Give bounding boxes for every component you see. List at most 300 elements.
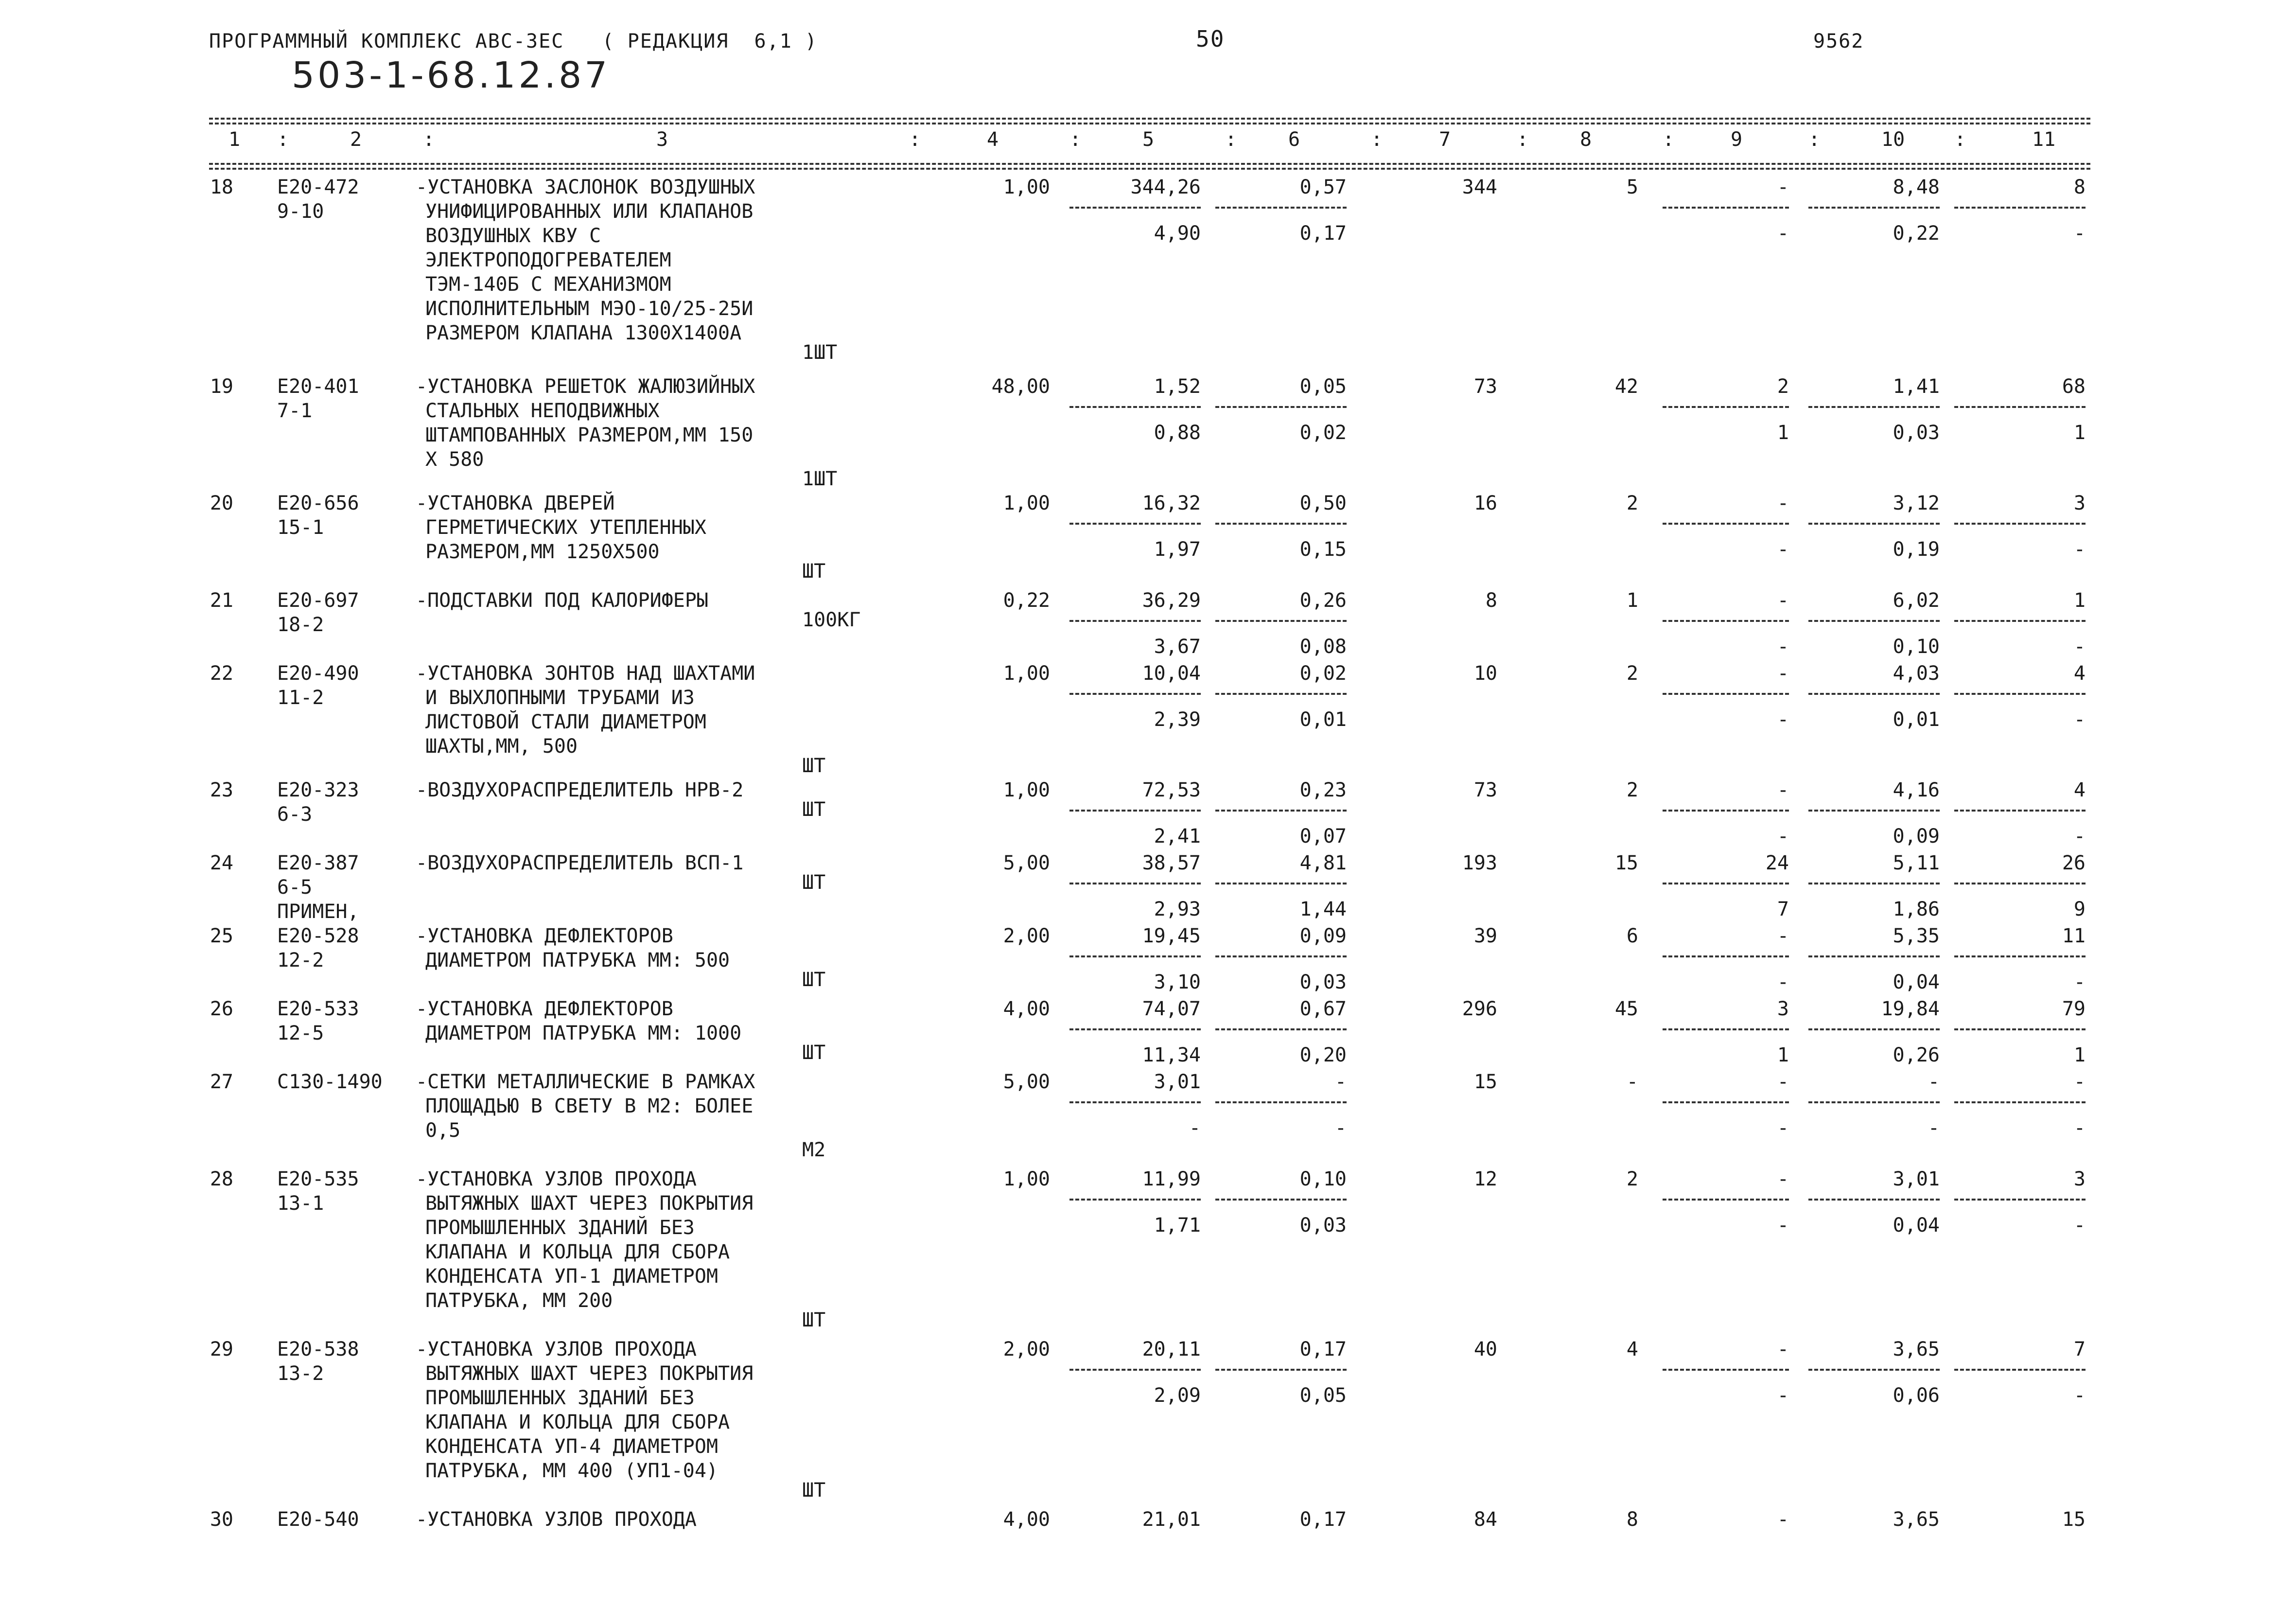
divider-c6 — [1215, 955, 1347, 957]
value-c6: 0,57 — [1299, 176, 1347, 198]
value-c9-lower: - — [1777, 971, 1789, 993]
divider-c6 — [1215, 1028, 1347, 1030]
value-c10-lower: 0,22 — [1893, 222, 1940, 245]
row-subcode: 18-2 — [277, 614, 324, 636]
row-code: Е20-533 — [277, 998, 359, 1020]
row-description-line: ПАТРУБКА, ММ 200 — [425, 1290, 613, 1312]
row-unit: ШТ — [802, 1309, 826, 1331]
value-c5-lower: 2,39 — [1154, 708, 1201, 731]
divider-c9 — [1663, 620, 1789, 622]
value-c5: 19,45 — [1142, 925, 1201, 947]
row-description-line: ЭЛЕКТРОПОДОГРЕВАТЕЛЕМ — [425, 249, 671, 271]
divider-c9 — [1663, 406, 1789, 408]
value-c5: 21,01 — [1142, 1508, 1201, 1531]
value-c11: 3 — [2073, 492, 2086, 514]
page-number: 50 — [1196, 26, 1225, 52]
value-c7: 40 — [1473, 1338, 1497, 1361]
row-number: 24 — [210, 852, 233, 874]
value-c10: 5,35 — [1893, 925, 1940, 947]
value-c5-lower: 4,90 — [1154, 222, 1201, 245]
divider-c9 — [1663, 1028, 1789, 1030]
value-c9-lower: 1 — [1777, 1044, 1789, 1066]
value-c6: 0,17 — [1299, 1338, 1347, 1361]
row-description-line: ГЕРМЕТИЧЕСКИХ УТЕПЛЕННЫХ — [425, 516, 706, 539]
divider-c5 — [1069, 620, 1201, 622]
value-c5-lower: 3,67 — [1154, 636, 1201, 658]
row-code: Е20-697 — [277, 589, 359, 612]
value-c11: 3 — [2073, 1168, 2086, 1190]
column-separator: : — [1371, 128, 1383, 151]
value-c4: 5,00 — [1003, 852, 1050, 874]
row-code: Е20-472 — [277, 176, 359, 198]
value-c10-lower: - — [1928, 1117, 1940, 1139]
value-c7: 10 — [1473, 662, 1497, 685]
value-c5: 16,32 — [1142, 492, 1201, 514]
value-c10: 3,12 — [1893, 492, 1940, 514]
row-unit: 1ШТ — [802, 341, 838, 364]
value-c9: - — [1777, 1168, 1789, 1190]
value-c11-lower: 1 — [2073, 422, 2086, 444]
value-c9-lower: 7 — [1777, 898, 1789, 920]
value-c10: 19,84 — [1881, 998, 1940, 1020]
row-number: 28 — [210, 1168, 233, 1190]
value-c4: 1,00 — [1003, 779, 1050, 801]
row-description-line: ДИАМЕТРОМ ПАТРУБКА ММ: 500 — [425, 949, 730, 972]
value-c6: - — [1334, 1071, 1347, 1093]
divider-c6 — [1215, 1101, 1347, 1103]
value-c7: 39 — [1473, 925, 1497, 947]
divider-c9 — [1663, 1369, 1789, 1371]
value-c10-lower: 0,03 — [1893, 422, 1940, 444]
value-c6: 0,26 — [1299, 589, 1347, 612]
column-separator: : — [277, 128, 289, 151]
value-c5: 36,29 — [1142, 589, 1201, 612]
row-number: 25 — [210, 925, 233, 947]
value-c11-lower: - — [2073, 636, 2086, 658]
row-number: 18 — [210, 176, 233, 198]
value-c8: 2 — [1626, 492, 1638, 514]
row-description-line: РАЗМЕРОМ,ММ 1250Х500 — [425, 541, 660, 563]
column-separator: : — [1954, 128, 1966, 151]
row-description-line: -УСТАНОВКА РЕШЕТОК ЖАЛЮЗИЙНЫХ — [416, 375, 755, 398]
divider-c10 — [1808, 1369, 1940, 1371]
row-subcode: 6-3 — [277, 803, 313, 826]
value-c5-lower: 11,34 — [1142, 1044, 1201, 1066]
value-c7: 12 — [1473, 1168, 1497, 1190]
value-c7: 73 — [1473, 779, 1497, 801]
divider-c5 — [1069, 207, 1201, 209]
value-c6: 0,02 — [1299, 662, 1347, 685]
program-header: ПРОГРАММНЫЙ КОМПЛЕКС АВС-3ЕС ( РЕДАКЦИЯ 6,1 ) — [209, 30, 818, 53]
row-description-line: ВЫТЯЖНЫХ ШАХТ ЧЕРЕЗ ПОКРЫТИЯ — [425, 1192, 754, 1215]
row-subcode: 11-2 — [277, 687, 324, 709]
column-header-4: 4 — [987, 128, 999, 151]
divider-c10 — [1808, 1101, 1940, 1103]
row-description-line: ИСПОЛНИТЕЛЬНЫМ МЭО-10/25-25И — [425, 298, 754, 320]
divider-c6 — [1215, 810, 1347, 812]
value-c9: 3 — [1777, 998, 1789, 1020]
value-c10-lower: 0,04 — [1893, 971, 1940, 993]
column-header-3: 3 — [656, 128, 668, 151]
value-c9: - — [1777, 662, 1789, 685]
divider-c9 — [1663, 1101, 1789, 1103]
value-c9-lower: - — [1777, 708, 1789, 731]
row-subcode: 15-1 — [277, 516, 324, 539]
row-description-line: -ВОЗДУХОРАСПРЕДЕЛИТЕЛЬ ВСП-1 — [416, 852, 744, 874]
value-c11-lower: - — [2073, 825, 2086, 848]
row-code: Е20-538 — [277, 1338, 359, 1361]
value-c9: - — [1777, 1071, 1789, 1093]
row-description-line: ВЫТЯЖНЫХ ШАХТ ЧЕРЕЗ ПОКРЫТИЯ — [425, 1362, 754, 1385]
row-description-line: -УСТАНОВКА ЗОНТОВ НАД ШАХТАМИ — [416, 662, 755, 685]
value-c7: 296 — [1462, 998, 1497, 1020]
value-c5: 10,04 — [1142, 662, 1201, 685]
divider-c5 — [1069, 1101, 1201, 1103]
value-c10-lower: 0,10 — [1893, 636, 1940, 658]
value-c10-lower: 0,09 — [1893, 825, 1940, 848]
value-c9-lower: - — [1777, 1214, 1789, 1237]
value-c5: 1,52 — [1154, 375, 1201, 398]
value-c7: 16 — [1473, 492, 1497, 514]
value-c5: 74,07 — [1142, 998, 1201, 1020]
row-unit: ШТ — [802, 969, 826, 991]
row-number: 29 — [210, 1338, 233, 1361]
handwritten-designation: 503-1-68.12.87 — [292, 54, 611, 96]
value-c6-lower: 0,07 — [1299, 825, 1347, 848]
value-c11-lower: - — [2073, 538, 2086, 561]
column-header-5: 5 — [1142, 128, 1155, 151]
row-description-line: КЛАПАНА И КОЛЬЦА ДЛЯ СБОРА — [425, 1411, 730, 1433]
value-c9-lower: - — [1777, 636, 1789, 658]
row-subcode: 6-5 — [277, 876, 313, 899]
top-rule-2 — [209, 123, 2090, 124]
divider-c5 — [1069, 1199, 1201, 1201]
value-c4: 1,00 — [1003, 1168, 1050, 1190]
column-header-8: 8 — [1580, 128, 1592, 151]
value-c4: 5,00 — [1003, 1071, 1050, 1093]
row-number: 22 — [210, 662, 233, 685]
value-c8: 15 — [1614, 852, 1638, 874]
row-description-line: ВОЗДУШНЫХ КВУ С — [425, 225, 601, 247]
value-c11: 8 — [2073, 176, 2086, 198]
value-c8: 2 — [1626, 779, 1638, 801]
value-c7: 73 — [1473, 375, 1497, 398]
divider-c11 — [1954, 1028, 2086, 1030]
value-c5-lower: 2,41 — [1154, 825, 1201, 848]
divider-c6 — [1215, 1369, 1347, 1371]
value-c11: 15 — [2062, 1508, 2086, 1531]
value-c6-lower: 0,01 — [1299, 708, 1347, 731]
row-number: 27 — [210, 1071, 233, 1093]
divider-c10 — [1808, 620, 1940, 622]
value-c11-lower: - — [2073, 708, 2086, 731]
row-description-line: ЛИСТОВОЙ СТАЛИ ДИАМЕТРОМ — [425, 711, 706, 733]
value-c5: 72,53 — [1142, 779, 1201, 801]
value-c8: 2 — [1626, 662, 1638, 685]
row-description-line: -УСТАНОВКА ДЕФЛЕКТОРОВ — [416, 925, 673, 947]
row-description-line: КОНДЕНСАТА УП-1 ДИАМЕТРОМ — [425, 1265, 719, 1288]
divider-c11 — [1954, 1101, 2086, 1103]
row-description-line: ПРОМЫШЛЕННЫХ ЗДАНИЙ БЕЗ — [425, 1387, 695, 1409]
row-description-line: -УСТАНОВКА УЗЛОВ ПРОХОДА — [416, 1508, 697, 1531]
row-description-line: И ВЫХЛОПНЫМИ ТРУБАМИ ИЗ — [425, 687, 695, 709]
value-c8: 4 — [1626, 1338, 1638, 1361]
row-code: Е20-528 — [277, 925, 359, 947]
value-c10: 6,02 — [1893, 589, 1940, 612]
value-c7: 84 — [1473, 1508, 1497, 1531]
row-description-line: -ПОДСТАВКИ ПОД КАЛОРИФЕРЫ — [416, 589, 709, 612]
value-c5-lower: 1,97 — [1154, 538, 1201, 561]
value-c10-lower: 0,06 — [1893, 1384, 1940, 1407]
divider-c9 — [1663, 207, 1789, 209]
top-rule — [209, 118, 2090, 120]
row-description-line: -УСТАНОВКА УЗЛОВ ПРОХОДА — [416, 1338, 697, 1361]
value-c6: 0,23 — [1299, 779, 1347, 801]
row-subcode: 9-10 — [277, 200, 324, 223]
divider-c9 — [1663, 523, 1789, 525]
value-c8: 5 — [1626, 176, 1638, 198]
divider-c5 — [1069, 883, 1201, 884]
value-c4: 4,00 — [1003, 998, 1050, 1020]
value-c11: 4 — [2073, 662, 2086, 685]
row-subcode: 7-1 — [277, 400, 313, 422]
column-separator: : — [423, 128, 435, 151]
value-c8: - — [1626, 1071, 1638, 1093]
document-code: 9562 — [1813, 30, 1864, 53]
divider-c6 — [1215, 620, 1347, 622]
value-c5: 11,99 — [1142, 1168, 1201, 1190]
row-description-line: ПЛОЩАДЬЮ В СВЕТУ В М2: БОЛЕЕ — [425, 1095, 754, 1117]
row-description-line: ПАТРУБКА, ММ 400 (УП1-04) — [425, 1460, 719, 1482]
divider-c5 — [1069, 955, 1201, 957]
value-c9-lower: - — [1777, 222, 1789, 245]
value-c11-lower: - — [2073, 222, 2086, 245]
divider-c6 — [1215, 693, 1347, 695]
value-c6: 4,81 — [1299, 852, 1347, 874]
divider-c9 — [1663, 1199, 1789, 1201]
divider-c6 — [1215, 1199, 1347, 1201]
row-number: 19 — [210, 375, 233, 398]
row-code: Е20-535 — [277, 1168, 359, 1190]
value-c4: 1,00 — [1003, 662, 1050, 685]
row-description-line: СТАЛЬНЫХ НЕПОДВИЖНЫХ — [425, 400, 660, 422]
divider-c5 — [1069, 1028, 1201, 1030]
value-c6-lower: 0,03 — [1299, 1214, 1347, 1237]
value-c6-lower: 0,03 — [1299, 971, 1347, 993]
row-code: Е20-387 — [277, 852, 359, 874]
value-c11: 68 — [2062, 375, 2086, 398]
value-c5: 38,57 — [1142, 852, 1201, 874]
row-code: С130-1490 — [277, 1071, 383, 1093]
value-c6: 0,67 — [1299, 998, 1347, 1020]
value-c9: - — [1777, 589, 1789, 612]
value-c11: 7 — [2073, 1338, 2086, 1361]
header-bottom-rule-2 — [209, 168, 2090, 170]
row-number: 26 — [210, 998, 233, 1020]
divider-c6 — [1215, 523, 1347, 525]
divider-c9 — [1663, 693, 1789, 695]
column-header-6: 6 — [1288, 128, 1300, 151]
value-c10: 1,41 — [1893, 375, 1940, 398]
value-c4: 1,00 — [1003, 492, 1050, 514]
value-c11-lower: - — [2073, 1117, 2086, 1139]
value-c9-lower: - — [1777, 538, 1789, 561]
row-description-line: РАЗМЕРОМ КЛАПАНА 1300Х1400А — [425, 322, 742, 344]
divider-c11 — [1954, 810, 2086, 812]
value-c10: 3,65 — [1893, 1338, 1940, 1361]
value-c9-lower: - — [1777, 1117, 1789, 1139]
row-description-line: ТЭМ-140Б С МЕХАНИЗМОМ — [425, 273, 671, 296]
value-c10: 3,65 — [1893, 1508, 1940, 1531]
value-c11-lower: - — [2073, 1384, 2086, 1407]
value-c9: - — [1777, 1338, 1789, 1361]
row-description-line: -УСТАНОВКА УЗЛОВ ПРОХОДА — [416, 1168, 697, 1190]
row-description-line: Х 580 — [425, 448, 484, 471]
value-c11: 79 — [2062, 998, 2086, 1020]
value-c7: 193 — [1462, 852, 1497, 874]
value-c4: 4,00 — [1003, 1508, 1050, 1531]
column-separator: : — [1663, 128, 1675, 151]
value-c9: - — [1777, 1508, 1789, 1531]
value-c5-lower: 3,10 — [1154, 971, 1201, 993]
value-c5-lower: 1,71 — [1154, 1214, 1201, 1237]
row-unit: ШТ — [802, 560, 826, 583]
value-c6: 0,17 — [1299, 1508, 1347, 1531]
value-c9-lower: - — [1777, 1384, 1789, 1407]
divider-c10 — [1808, 1028, 1940, 1030]
divider-c9 — [1663, 955, 1789, 957]
value-c9: - — [1777, 779, 1789, 801]
row-number: 20 — [210, 492, 233, 514]
row-unit: ШТ — [802, 1042, 826, 1064]
value-c11: 11 — [2062, 925, 2086, 947]
divider-c11 — [1954, 1369, 2086, 1371]
value-c7: 15 — [1473, 1071, 1497, 1093]
column-header-7: 7 — [1439, 128, 1451, 151]
row-code: Е20-323 — [277, 779, 359, 801]
value-c11: 4 — [2073, 779, 2086, 801]
row-note: ПРИМЕН, — [277, 901, 359, 923]
value-c10: 8,48 — [1893, 176, 1940, 198]
value-c4: 1,00 — [1003, 176, 1050, 198]
value-c11-lower: - — [2073, 1214, 2086, 1237]
column-separator: : — [909, 128, 921, 151]
row-number: 23 — [210, 779, 233, 801]
divider-c10 — [1808, 207, 1940, 209]
row-code: Е20-490 — [277, 662, 359, 685]
row-description-line: УНИФИЦИРОВАННЫХ ИЛИ КЛАПАНОВ — [425, 200, 754, 223]
divider-c5 — [1069, 523, 1201, 525]
value-c10-lower: 0,01 — [1893, 708, 1940, 731]
value-c9-lower: 1 — [1777, 422, 1789, 444]
divider-c5 — [1069, 693, 1201, 695]
row-description-line: ШТАМПОВАННЫХ РАЗМЕРОМ,ММ 150 — [425, 424, 754, 446]
row-unit: ШТ — [802, 755, 826, 777]
row-description-line: ШАХТЫ,ММ, 500 — [425, 735, 578, 758]
value-c6-lower: 0,02 — [1299, 422, 1347, 444]
divider-c6 — [1215, 883, 1347, 884]
column-separator: : — [1517, 128, 1529, 151]
value-c10: 4,03 — [1893, 662, 1940, 685]
row-unit: ШТ — [802, 1479, 826, 1502]
value-c8: 1 — [1626, 589, 1638, 612]
row-description-line: 0,5 — [425, 1119, 461, 1142]
column-header-11: 11 — [2032, 128, 2056, 151]
value-c7: 344 — [1462, 176, 1497, 198]
value-c10: - — [1928, 1071, 1940, 1093]
value-c9: 2 — [1777, 375, 1789, 398]
value-c5-lower: 0,88 — [1154, 422, 1201, 444]
value-c6-lower: 0,20 — [1299, 1044, 1347, 1066]
row-code: Е20-540 — [277, 1508, 359, 1531]
value-c6: 0,09 — [1299, 925, 1347, 947]
divider-c5 — [1069, 810, 1201, 812]
value-c8: 45 — [1614, 998, 1638, 1020]
value-c11: 26 — [2062, 852, 2086, 874]
row-description-line: ПРОМЫШЛЕННЫХ ЗДАНИЙ БЕЗ — [425, 1217, 695, 1239]
divider-c11 — [1954, 883, 2086, 884]
value-c6-lower: 0,08 — [1299, 636, 1347, 658]
row-unit: ШТ — [802, 871, 826, 894]
divider-c9 — [1663, 883, 1789, 884]
row-unit: ШТ — [802, 798, 826, 821]
divider-c11 — [1954, 955, 2086, 957]
row-description-line: КОНДЕНСАТА УП-4 ДИАМЕТРОМ — [425, 1435, 719, 1458]
row-unit: 1ШТ — [802, 468, 838, 490]
value-c6: 0,50 — [1299, 492, 1347, 514]
divider-c11 — [1954, 207, 2086, 209]
value-c11-lower: - — [2073, 971, 2086, 993]
divider-c11 — [1954, 1199, 2086, 1201]
row-subcode: 12-2 — [277, 949, 324, 972]
row-subcode: 13-1 — [277, 1192, 324, 1215]
value-c6-lower: 1,44 — [1299, 898, 1347, 920]
divider-c5 — [1069, 406, 1201, 408]
divider-c10 — [1808, 810, 1940, 812]
divider-c6 — [1215, 207, 1347, 209]
header-bottom-rule — [209, 163, 2090, 165]
value-c9: 24 — [1765, 852, 1789, 874]
value-c9: - — [1777, 492, 1789, 514]
row-unit: 100КГ — [802, 609, 861, 631]
divider-c10 — [1808, 693, 1940, 695]
value-c10-lower: 0,04 — [1893, 1214, 1940, 1237]
value-c8: 2 — [1626, 1168, 1638, 1190]
value-c11-lower: 9 — [2073, 898, 2086, 920]
row-number: 21 — [210, 589, 233, 612]
value-c10: 4,16 — [1893, 779, 1940, 801]
value-c10-lower: 0,19 — [1893, 538, 1940, 561]
value-c6-lower: 0,05 — [1299, 1384, 1347, 1407]
value-c10: 5,11 — [1893, 852, 1940, 874]
value-c10-lower: 0,26 — [1893, 1044, 1940, 1066]
divider-c11 — [1954, 406, 2086, 408]
column-header-10: 10 — [1881, 128, 1905, 151]
value-c11: 1 — [2073, 589, 2086, 612]
row-unit: М2 — [802, 1139, 826, 1161]
value-c11: - — [2073, 1071, 2086, 1093]
divider-c11 — [1954, 693, 2086, 695]
value-c5: 3,01 — [1154, 1071, 1201, 1093]
value-c5: 20,11 — [1142, 1338, 1201, 1361]
row-description-line: ДИАМЕТРОМ ПАТРУБКА ММ: 1000 — [425, 1022, 742, 1044]
divider-c10 — [1808, 523, 1940, 525]
value-c8: 8 — [1626, 1508, 1638, 1531]
row-description-line: -СЕТКИ МЕТАЛЛИЧЕСКИЕ В РАМКАХ — [416, 1071, 755, 1093]
value-c4: 0,22 — [1003, 589, 1050, 612]
column-header-9: 9 — [1731, 128, 1743, 151]
divider-c9 — [1663, 810, 1789, 812]
